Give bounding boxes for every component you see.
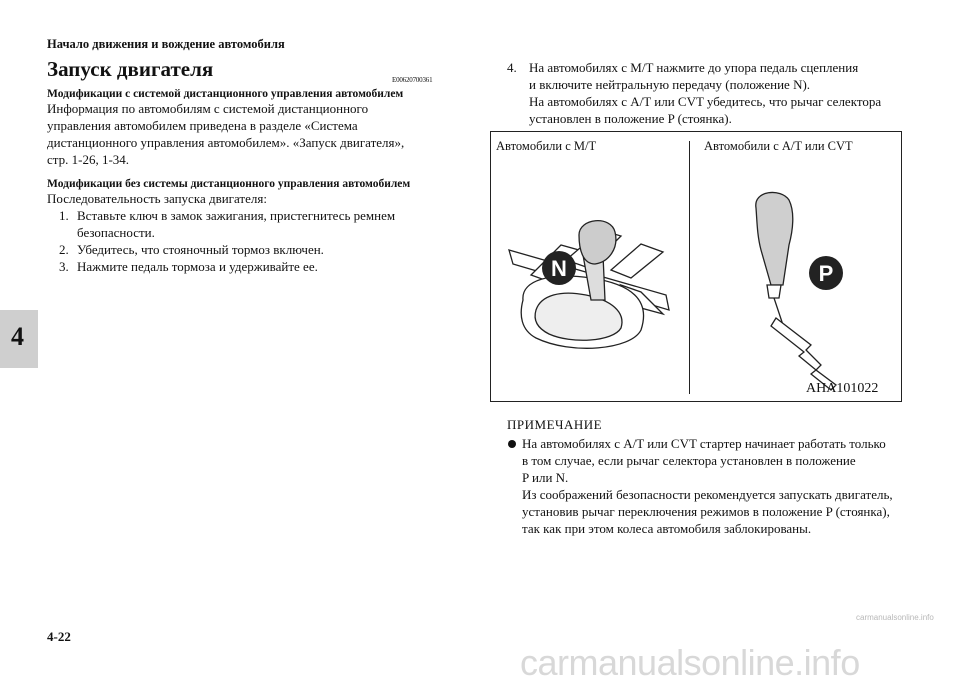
text-line: дистанционного управления автомобилем». «Запуск двигателя», (47, 135, 405, 150)
left-column (47, 88, 467, 275)
text-line: P или N. (522, 470, 569, 485)
text-line: управления автомобилем приведена в разделе «Система (47, 118, 358, 133)
page-title: Запуск двигателя (47, 57, 214, 81)
figure-label-mt: Автомобили с M/T (496, 139, 597, 153)
list-item (507, 59, 927, 127)
note-title: ПРИМЕЧАНИЕ (507, 417, 603, 432)
text-line: Нажмите педаль тормоза и удерживайте ее. (77, 259, 318, 274)
gear-illustration (491, 160, 901, 400)
watermark: carmanualsonline.info (520, 642, 860, 683)
park-badge (809, 256, 843, 290)
subhead-without-remote: Модификации без системы дистанционного управления автомобилем (47, 178, 411, 190)
manual-gate-icon (509, 221, 669, 349)
list-item (47, 207, 467, 241)
watermark-small: carmanualsonline.info (856, 613, 934, 622)
text-line: На автомобилях с M/T нажмите до упора педаль сцепления (529, 60, 859, 75)
steps-list-continued (507, 59, 927, 127)
step-number: 4. (507, 60, 517, 75)
text-line: На автомобилях с A/T или CVT стартер начинает работать только (522, 436, 886, 451)
subhead-with-remote: Модификации с системой дистанционного управления автомобилем (47, 88, 404, 100)
section-header: Начало движения и вождение автомобиля (47, 37, 285, 51)
list-item (507, 435, 917, 537)
step-number: 2. (59, 242, 69, 257)
text-line: установлен в положение P (стоянка). (529, 111, 732, 126)
right-column-step (507, 59, 927, 127)
steps-list (47, 207, 467, 275)
step-number: 1. (59, 208, 69, 223)
paragraph-sequence: Последовательность запуска двигателя: (47, 191, 267, 206)
automatic-selector-icon (756, 192, 836, 390)
note-list (507, 435, 917, 537)
list-item (47, 241, 467, 258)
text-line: и включите нейтральную передачу (положение N). (529, 77, 811, 92)
text-line: в том случае, если рычаг селектора установлен в положение (522, 453, 856, 468)
chapter-number: 4 (11, 322, 24, 351)
text-line: Информация по автомобилям с системой дистанционного (47, 101, 369, 116)
text-line: стр. 1-26, 1-34. (47, 152, 130, 167)
text-line: На автомобилях с A/T или CVT убедитесь, что рычаг селектора (529, 94, 882, 109)
badge-n-label: N (551, 256, 567, 281)
text-line: так как при этом колеса автомобиля заблокированы. (522, 521, 812, 536)
badge-p-label: P (818, 261, 834, 286)
paragraph-remote-info (47, 100, 467, 168)
section-code: E00620700361 (392, 76, 433, 84)
step-number: 3. (59, 259, 69, 274)
figure-label-at: Автомобили с A/T или CVT (704, 139, 853, 153)
page-number: 4-22 (47, 629, 71, 644)
text-line: Вставьте ключ в замок зажигания, пристегнитесь ремнем (77, 208, 396, 223)
text-line: Убедитесь, что стояночный тормоз включен. (77, 242, 324, 257)
figure-code: AHA101022 (806, 381, 879, 396)
neutral-badge (542, 251, 576, 285)
text-line: безопасности. (77, 225, 155, 240)
bullet-icon (508, 440, 516, 448)
text-line: установив рычаг переключения режимов в положение P (стоянка), (522, 504, 890, 519)
text-line: Из соображений безопасности рекомендуется запускать двигатель, (522, 487, 893, 502)
list-item (47, 258, 467, 275)
